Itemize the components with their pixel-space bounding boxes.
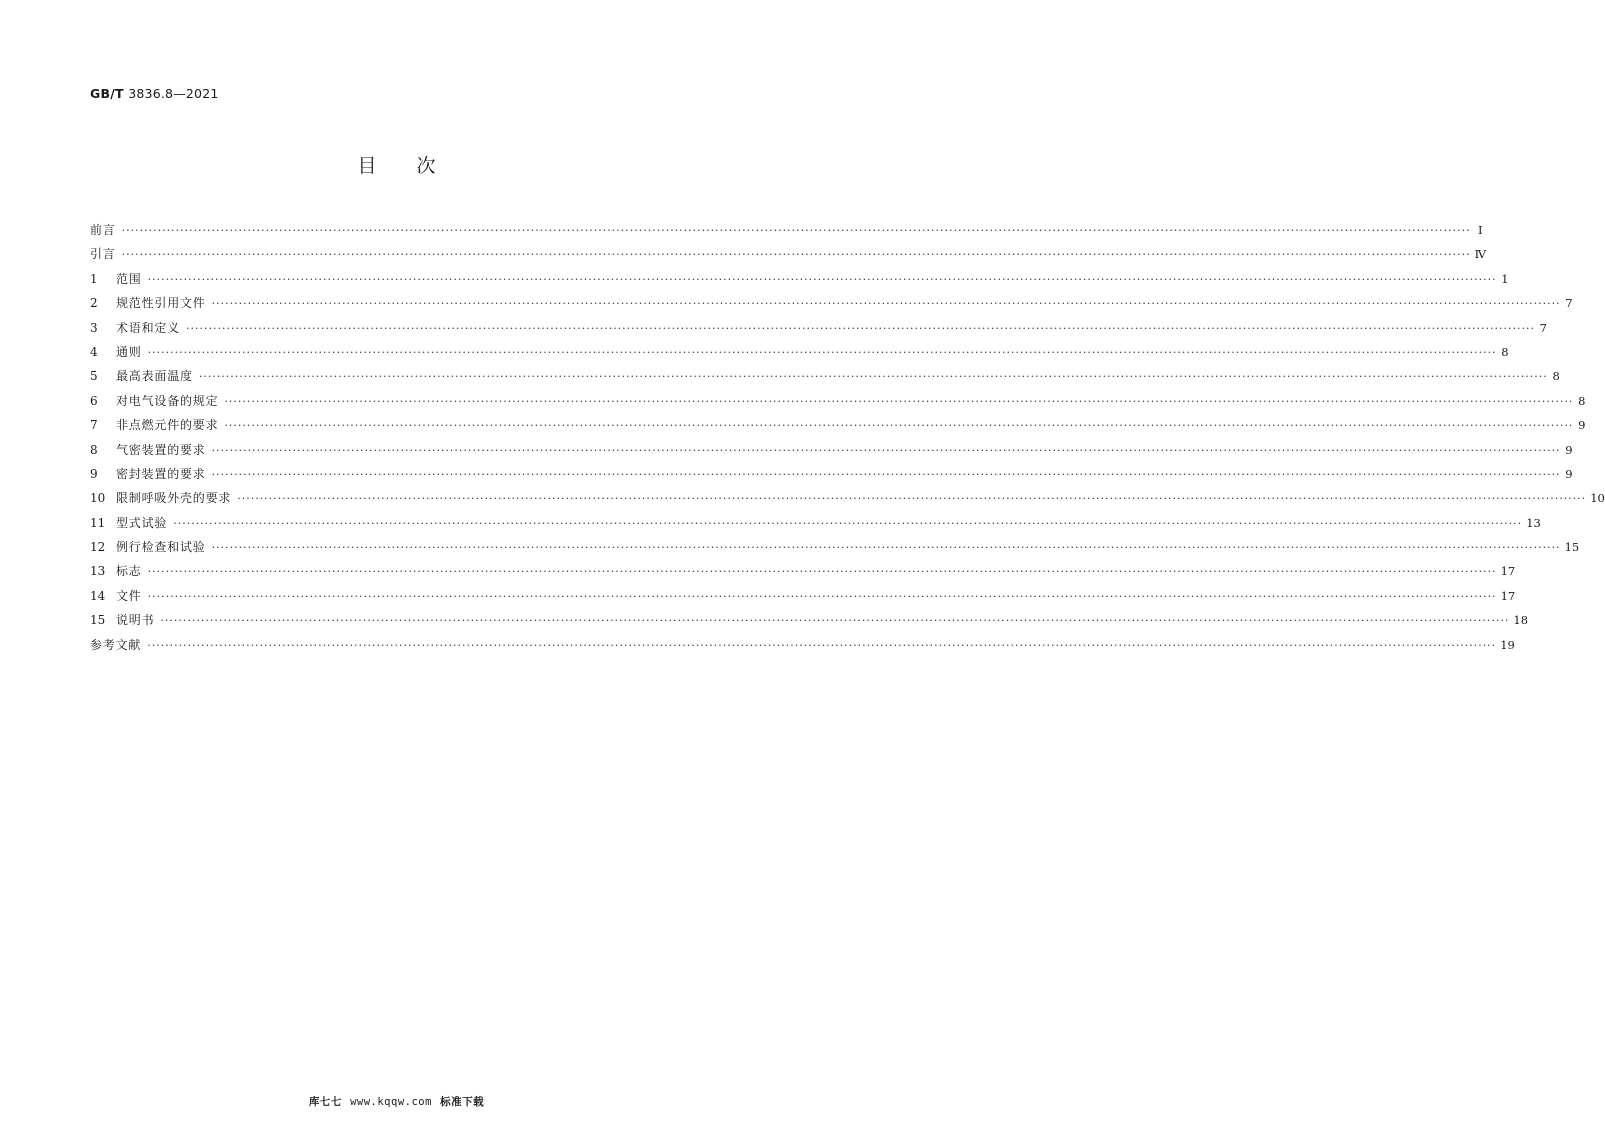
toc-entry-number: 11 bbox=[90, 515, 106, 530]
toc-entry[interactable] bbox=[90, 242, 1487, 266]
toc-entry-number: 13 bbox=[90, 564, 106, 579]
toc-entry[interactable] bbox=[90, 633, 1515, 657]
toc-entry[interactable] bbox=[90, 316, 1547, 340]
toc-entry[interactable] bbox=[90, 413, 1586, 437]
toc-entry-label: 引言 bbox=[90, 247, 116, 262]
toc-entry-page: 1 bbox=[1501, 271, 1509, 286]
toc-dot-leader: ············································································································································································································································································································ bbox=[160, 614, 1510, 628]
toc-entry-number: 14 bbox=[90, 588, 106, 603]
toc-entry[interactable] bbox=[90, 584, 1516, 608]
footer-download-label: 标准下载 bbox=[440, 1096, 485, 1108]
toc-dot-leader: ············································································································································································································································································································ bbox=[147, 272, 1497, 286]
toc-entry[interactable] bbox=[90, 364, 1560, 388]
toc-entry-label: 术语和定义 bbox=[116, 320, 181, 335]
toc-entry-label: 说明书 bbox=[116, 613, 155, 628]
toc-entry[interactable] bbox=[90, 559, 1516, 583]
toc-entry-page: 8 bbox=[1578, 393, 1586, 408]
toc-entry-label: 限制呼吸外壳的要求 bbox=[116, 491, 232, 506]
toc-entry-label: 最高表面温度 bbox=[116, 369, 193, 384]
standard-code bbox=[90, 86, 219, 101]
toc-entry-number: 6 bbox=[90, 393, 98, 408]
toc-entry-label: 前言 bbox=[90, 223, 116, 237]
toc-title: 目次 bbox=[357, 155, 476, 177]
toc-entry-number: 15 bbox=[90, 613, 106, 628]
toc-entry-label: 对电气设备的规定 bbox=[116, 393, 219, 408]
toc-entry-page: 15 bbox=[1564, 540, 1580, 555]
toc-entry-page: 19 bbox=[1500, 637, 1515, 652]
toc-entry-number: 10 bbox=[90, 491, 106, 506]
toc-dot-leader: ············································································································································································································································································································ bbox=[211, 467, 1561, 481]
toc-entry[interactable] bbox=[90, 291, 1573, 315]
toc-entry[interactable] bbox=[90, 218, 1483, 242]
toc-entry-number: 5 bbox=[90, 369, 98, 384]
toc-entry[interactable] bbox=[90, 340, 1509, 364]
toc-entry-page: 7 bbox=[1565, 296, 1573, 311]
toc-entry-number: 12 bbox=[90, 540, 106, 555]
toc-entry-label: 文件 bbox=[116, 588, 142, 603]
toc-dot-leader: ············································································································································································································································································································ bbox=[147, 345, 1497, 359]
toc-entry-label: 规范性引用文件 bbox=[116, 296, 206, 311]
toc-entry-number: 4 bbox=[90, 344, 98, 359]
toc-dot-leader: ············································································································································································································································································································ bbox=[173, 516, 1523, 530]
toc-entry[interactable] bbox=[90, 511, 1541, 535]
toc-entry-number: 7 bbox=[90, 418, 98, 433]
footer-site-name: 库七七 bbox=[308, 1096, 342, 1108]
toc-entry-label: 气密装置的要求 bbox=[116, 442, 206, 457]
toc-entry-page: 17 bbox=[1500, 564, 1516, 579]
toc-entry-page: 8 bbox=[1501, 344, 1509, 359]
toc-dot-leader: ············································································································································································································································································································ bbox=[237, 492, 1587, 506]
toc-entry[interactable] bbox=[90, 462, 1573, 486]
table-of-contents bbox=[90, 218, 1605, 657]
toc-entry-page: 8 bbox=[1552, 369, 1560, 384]
toc-dot-leader: ············································································································································································································································································································ bbox=[211, 297, 1561, 311]
toc-entry-number: 3 bbox=[90, 320, 98, 335]
toc-dot-leader: ············································································································································································································································································································ bbox=[224, 419, 1574, 433]
toc-entry[interactable] bbox=[90, 438, 1573, 462]
toc-entry-page: 17 bbox=[1500, 588, 1516, 603]
toc-entry-label: 例行检查和试验 bbox=[116, 540, 206, 555]
toc-entry-number: 2 bbox=[90, 296, 98, 311]
toc-entry-label: 通则 bbox=[116, 344, 142, 359]
toc-entry-page: Ⅰ bbox=[1478, 223, 1483, 237]
toc-dot-leader: ············································································································································································································································································································ bbox=[147, 589, 1497, 603]
toc-entry[interactable] bbox=[90, 486, 1605, 510]
toc-entry-number: 8 bbox=[90, 442, 98, 457]
toc-dot-leader: ············································································································································································································································································································ bbox=[224, 394, 1574, 408]
toc-dot-leader: ············································································································································································································································································································ bbox=[211, 443, 1561, 457]
toc-dot-leader: ············································································································································································································································································································ bbox=[186, 321, 1535, 335]
toc-entry-number: 1 bbox=[90, 271, 98, 286]
toc-entry-page: 9 bbox=[1578, 418, 1586, 433]
toc-entry-label: 参考文献 bbox=[90, 637, 142, 652]
toc-entry-label: 范围 bbox=[116, 271, 142, 286]
toc-entry-label: 密封装置的要求 bbox=[116, 466, 206, 481]
toc-entry-page: 9 bbox=[1565, 466, 1573, 481]
footer-url[interactable]: www.kqqw.com bbox=[350, 1096, 432, 1108]
toc-entry-label: 标志 bbox=[116, 564, 142, 579]
toc-entry[interactable] bbox=[90, 608, 1529, 632]
toc-dot-leader: ············································································································································································································································································································ bbox=[121, 248, 1471, 262]
toc-entry[interactable] bbox=[90, 535, 1580, 559]
toc-entry-page: 9 bbox=[1565, 442, 1573, 457]
toc-entry-page: 10 bbox=[1590, 491, 1605, 506]
toc-entry-label: 型式试验 bbox=[116, 515, 168, 530]
toc-entry[interactable] bbox=[90, 267, 1509, 291]
footer bbox=[0, 1094, 793, 1109]
toc-dot-leader: ············································································································································································································································································································ bbox=[198, 370, 1548, 384]
toc-dot-leader: ············································································································································································································································································································ bbox=[121, 224, 1471, 237]
toc-dot-leader: ············································································································································································································································································································ bbox=[211, 541, 1561, 555]
toc-entry-label: 非点燃元件的要求 bbox=[116, 418, 219, 433]
standard-code-prefix: GB/T bbox=[90, 86, 124, 101]
toc-dot-leader: ············································································································································································································································································································ bbox=[147, 565, 1497, 579]
toc-entry-number: 9 bbox=[90, 466, 98, 481]
standard-code-number: 3836.8—2021 bbox=[128, 86, 219, 101]
toc-entry-page: 7 bbox=[1539, 320, 1547, 335]
toc-entry-page: Ⅳ bbox=[1474, 247, 1487, 262]
toc-entry[interactable] bbox=[90, 389, 1586, 413]
toc-entry-page: 18 bbox=[1513, 613, 1529, 628]
toc-dot-leader: ············································································································································································································································································································ bbox=[147, 638, 1497, 652]
toc-entry-page: 13 bbox=[1526, 515, 1541, 530]
